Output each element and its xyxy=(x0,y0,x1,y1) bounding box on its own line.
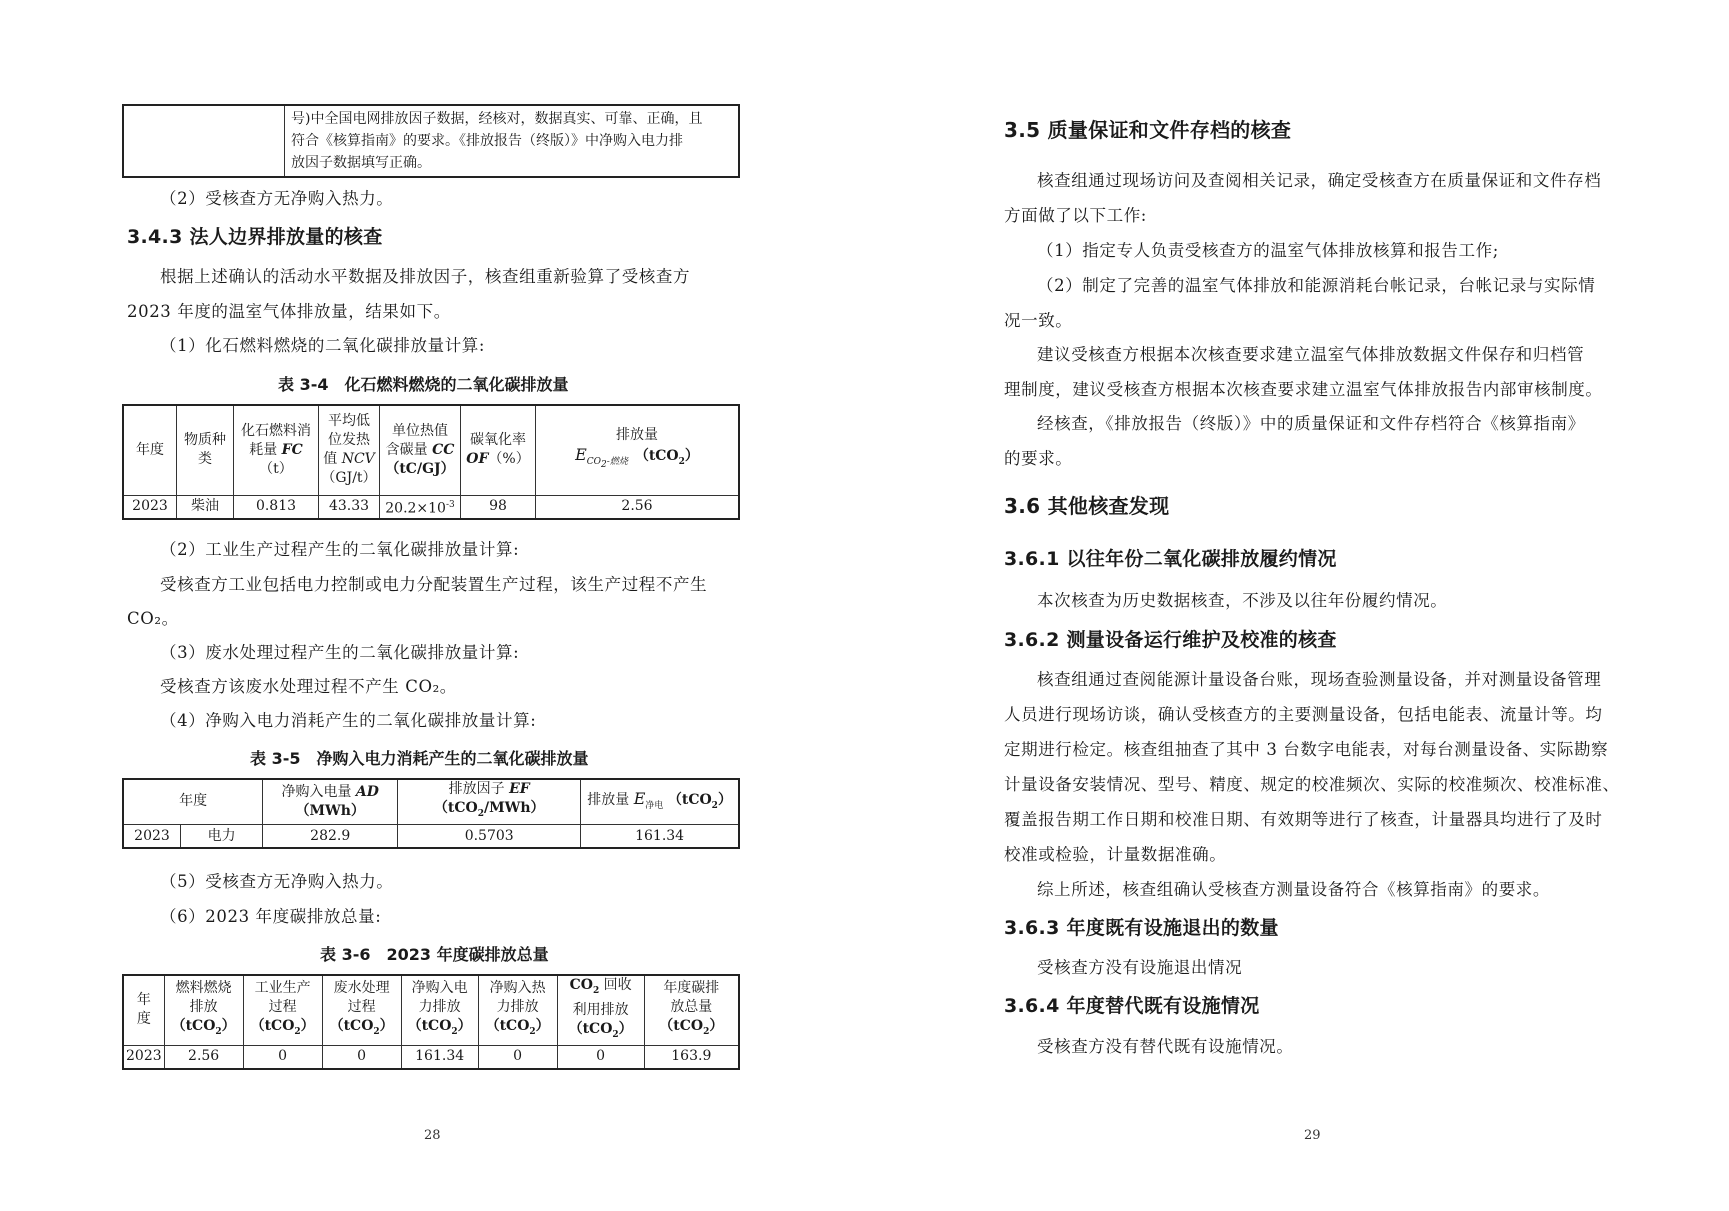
cell-total: 163.9 xyxy=(644,1045,739,1069)
cell-heat: 0 xyxy=(478,1045,557,1069)
p35-line-1: 核查组通过现场访问及查阅相关记录，确定受核查方在质量保证和文件存档 xyxy=(1037,171,1602,190)
cell-ncv: 43.33 xyxy=(319,495,380,519)
p35-line-2: 方面做了以下工作: xyxy=(1004,206,1147,225)
item-1-fossil: （1）化石燃料燃烧的二氧化碳排放量计算: xyxy=(160,336,486,355)
cell-fc: 0.813 xyxy=(234,495,319,519)
cell-wastewater: 0 xyxy=(322,1045,401,1069)
th-co2-recovery: $CO_2$ 回收 利用排放 （tCO$_2$） xyxy=(557,975,644,1045)
p362-summary: 综上所述，核查组确认受核查方测量设备符合《核算指南》的要求。 xyxy=(1037,880,1550,899)
cell-ef: 0.5703 xyxy=(398,824,581,848)
heading-3-6-2: 3.6.2 测量设备运行维护及校准的核查 xyxy=(1004,629,1337,651)
th-ef: 排放因子 EF （tCO$_2$/MWh） xyxy=(398,779,581,824)
item-2-text-1: 受核查方工业包括电力控制或电力分配装置生产过程，该生产过程不产生 xyxy=(160,575,708,594)
p35-item-1: （1）指定专人负责受核查方的温室气体排放核算和报告工作; xyxy=(1037,241,1499,260)
heading-3-5: 3.5 质量保证和文件存档的核查 xyxy=(1004,118,1292,142)
th-of: 碳氧化率 OF（%） xyxy=(461,405,536,495)
cell-electricity: 161.34 xyxy=(401,1045,478,1069)
table-3-5 xyxy=(122,778,740,849)
cell-of: 98 xyxy=(461,495,536,519)
item-2-text-2: CO₂。 xyxy=(127,609,179,628)
th-emission: 排放量 $E_{净电}$ （tCO$_2$） xyxy=(581,779,739,824)
page-number: 28 xyxy=(424,1128,441,1143)
page-28 xyxy=(0,0,864,1211)
cell-type: 电力 xyxy=(181,824,263,848)
th-ncv: 平均低 位发热 值 NCV （GJ/t） xyxy=(319,405,380,495)
heading-3-6-1: 3.6.1 以往年份二氧化碳排放履约情况 xyxy=(1004,548,1337,570)
carryover-text-cell xyxy=(285,105,740,177)
item-5-heat: （5）受核查方无净购入热力。 xyxy=(160,872,394,891)
th-ad: 净购入电量 AD （MWh） xyxy=(263,779,398,824)
table-3-4 xyxy=(122,404,740,520)
p361: 本次核查为历史数据核查，不涉及以往年份履约情况。 xyxy=(1037,591,1448,610)
carryover-line: 符合《核算指南》的要求。《排放报告（终版）》中净购入电力排 xyxy=(291,133,683,149)
th-wastewater: 废水处理 过程 （tCO$_2$） xyxy=(322,975,401,1045)
th-emission: 排放量 $E_{CO_2-燃烧}$ （tCO$_2$） xyxy=(536,405,740,495)
heading-3-6: 3.6 其他核查发现 xyxy=(1004,494,1170,518)
page-29 xyxy=(864,0,1729,1211)
cell-emission: 161.34 xyxy=(581,824,739,848)
carryover-table xyxy=(122,104,740,178)
cell-emission: 2.56 xyxy=(536,495,740,519)
para-no-heat: （2）受核查方无净购入热力。 xyxy=(160,189,394,208)
p35-suggest-line-2: 理制度，建议受核查方根据本次核查要求建立温室气体排放报告内部审核制度。 xyxy=(1004,380,1603,399)
item-2-industry: （2）工业生产过程产生的二氧化碳排放量计算: xyxy=(160,540,520,559)
th-fc: 化石燃料消 耗量 FC （t） xyxy=(234,405,319,495)
p35-item-2-line-1: （2）制定了完善的温室气体排放和能源消耗台帐记录，台帐记录与实际情 xyxy=(1037,276,1596,295)
carryover-line: 号)中全国电网排放因子数据，经核对，数据真实、可靠、正确，且 xyxy=(291,111,703,127)
th-year: 年度 xyxy=(123,405,177,495)
table-3-6 xyxy=(122,974,740,1070)
th-year: 年度 xyxy=(123,779,263,824)
p35-suggest-line-1: 建议受核查方根据本次核查要求建立温室气体排放数据文件保存和归档管 xyxy=(1037,345,1585,364)
table-row xyxy=(123,1045,739,1069)
p35-conclusion-line-2: 的要求。 xyxy=(1004,449,1073,468)
carryover-line: 放因子数据填写正确。 xyxy=(291,155,431,171)
cell-cc: $20.2\times 10^{-3}$ xyxy=(380,495,461,519)
p362-line-5: 覆盖报告期工作日期和校准日期、有效期等进行了核查，计量器具均进行了及时 xyxy=(1004,810,1603,829)
table-row xyxy=(123,824,739,848)
p35-conclusion-line-1: 经核查，《排放报告（终版）》中的质量保证和文件存档符合《核算指南》 xyxy=(1037,414,1585,433)
th-heat: 净购入热 力排放 （tCO$_2$） xyxy=(478,975,557,1045)
cell-co2-recovery: 0 xyxy=(557,1045,644,1069)
th-year: 年 度 xyxy=(123,975,164,1045)
cell-year: 2023 xyxy=(123,1045,164,1069)
p35-item-2-line-2: 况一致。 xyxy=(1004,311,1073,330)
table-row xyxy=(123,495,739,519)
th-total: 年度碳排 放总量 （tCO$_2$） xyxy=(644,975,739,1045)
th-electricity: 净购入电 力排放 （tCO$_2$） xyxy=(401,975,478,1045)
heading-3-4-3: 3.4.3 法人边界排放量的核查 xyxy=(127,226,383,248)
page-number: 29 xyxy=(1304,1128,1321,1143)
intro-line-2: 2023 年度的温室气体排放量，结果如下。 xyxy=(127,302,451,321)
cell-industry: 0 xyxy=(243,1045,322,1069)
item-6-total: （6）2023 年度碳排放总量: xyxy=(160,907,382,926)
p363: 受核查方没有设施退出情况 xyxy=(1037,958,1243,977)
item-4-electricity: （4）净购入电力消耗产生的二氧化碳排放量计算: xyxy=(160,711,537,730)
p362-line-1: 核查组通过查阅能源计量设备台账，现场查验测量设备，并对测量设备管理 xyxy=(1037,670,1602,689)
p362-line-6: 校准或检验，计量数据准确。 xyxy=(1004,845,1227,864)
p362-line-4: 计量设备安装情况、型号、精度、规定的校准频次、实际的校准频次、校准标准、 xyxy=(1004,775,1620,794)
th-cc: 单位热值 含碳量 CC （tC/GJ） xyxy=(380,405,461,495)
cell-year: 2023 xyxy=(123,495,177,519)
cell-fuel: 2.56 xyxy=(164,1045,243,1069)
cell-year: 2023 xyxy=(123,824,181,848)
cell-material: 柴油 xyxy=(177,495,234,519)
table-3-4-caption: 表 3-4 化石燃料燃烧的二氧化碳排放量 xyxy=(278,375,569,394)
p362-line-3: 定期进行检定。核查组抽查了其中 3 台数字电能表，对每台测量设备、实际勘察 xyxy=(1004,740,1609,759)
cell-ad: 282.9 xyxy=(263,824,398,848)
heading-3-6-4: 3.6.4 年度替代既有设施情况 xyxy=(1004,995,1260,1017)
item-3-wastewater: （3）废水处理过程产生的二氧化碳排放量计算: xyxy=(160,643,520,662)
carryover-empty-cell xyxy=(123,105,285,177)
p364: 受核查方没有替代既有设施情况。 xyxy=(1037,1037,1294,1056)
heading-3-6-3: 3.6.3 年度既有设施退出的数量 xyxy=(1004,917,1279,939)
table-3-5-caption: 表 3-5 净购入电力消耗产生的二氧化碳排放量 xyxy=(250,749,589,768)
th-material: 物质种 类 xyxy=(177,405,234,495)
intro-line-1: 根据上述确认的活动水平数据及排放因子，核查组重新验算了受核查方 xyxy=(160,267,691,286)
item-3-text: 受核查方该废水处理过程不产生 CO₂。 xyxy=(160,677,457,696)
th-industry: 工业生产 过程 （tCO$_2$） xyxy=(243,975,322,1045)
th-fuel: 燃料燃烧 排放 （tCO$_2$） xyxy=(164,975,243,1045)
p362-line-2: 人员进行现场访谈，确认受核查方的主要测量设备，包括电能表、流量计等。均 xyxy=(1004,705,1603,724)
table-3-6-caption: 表 3-6 2023 年度碳排放总量 xyxy=(320,945,549,964)
